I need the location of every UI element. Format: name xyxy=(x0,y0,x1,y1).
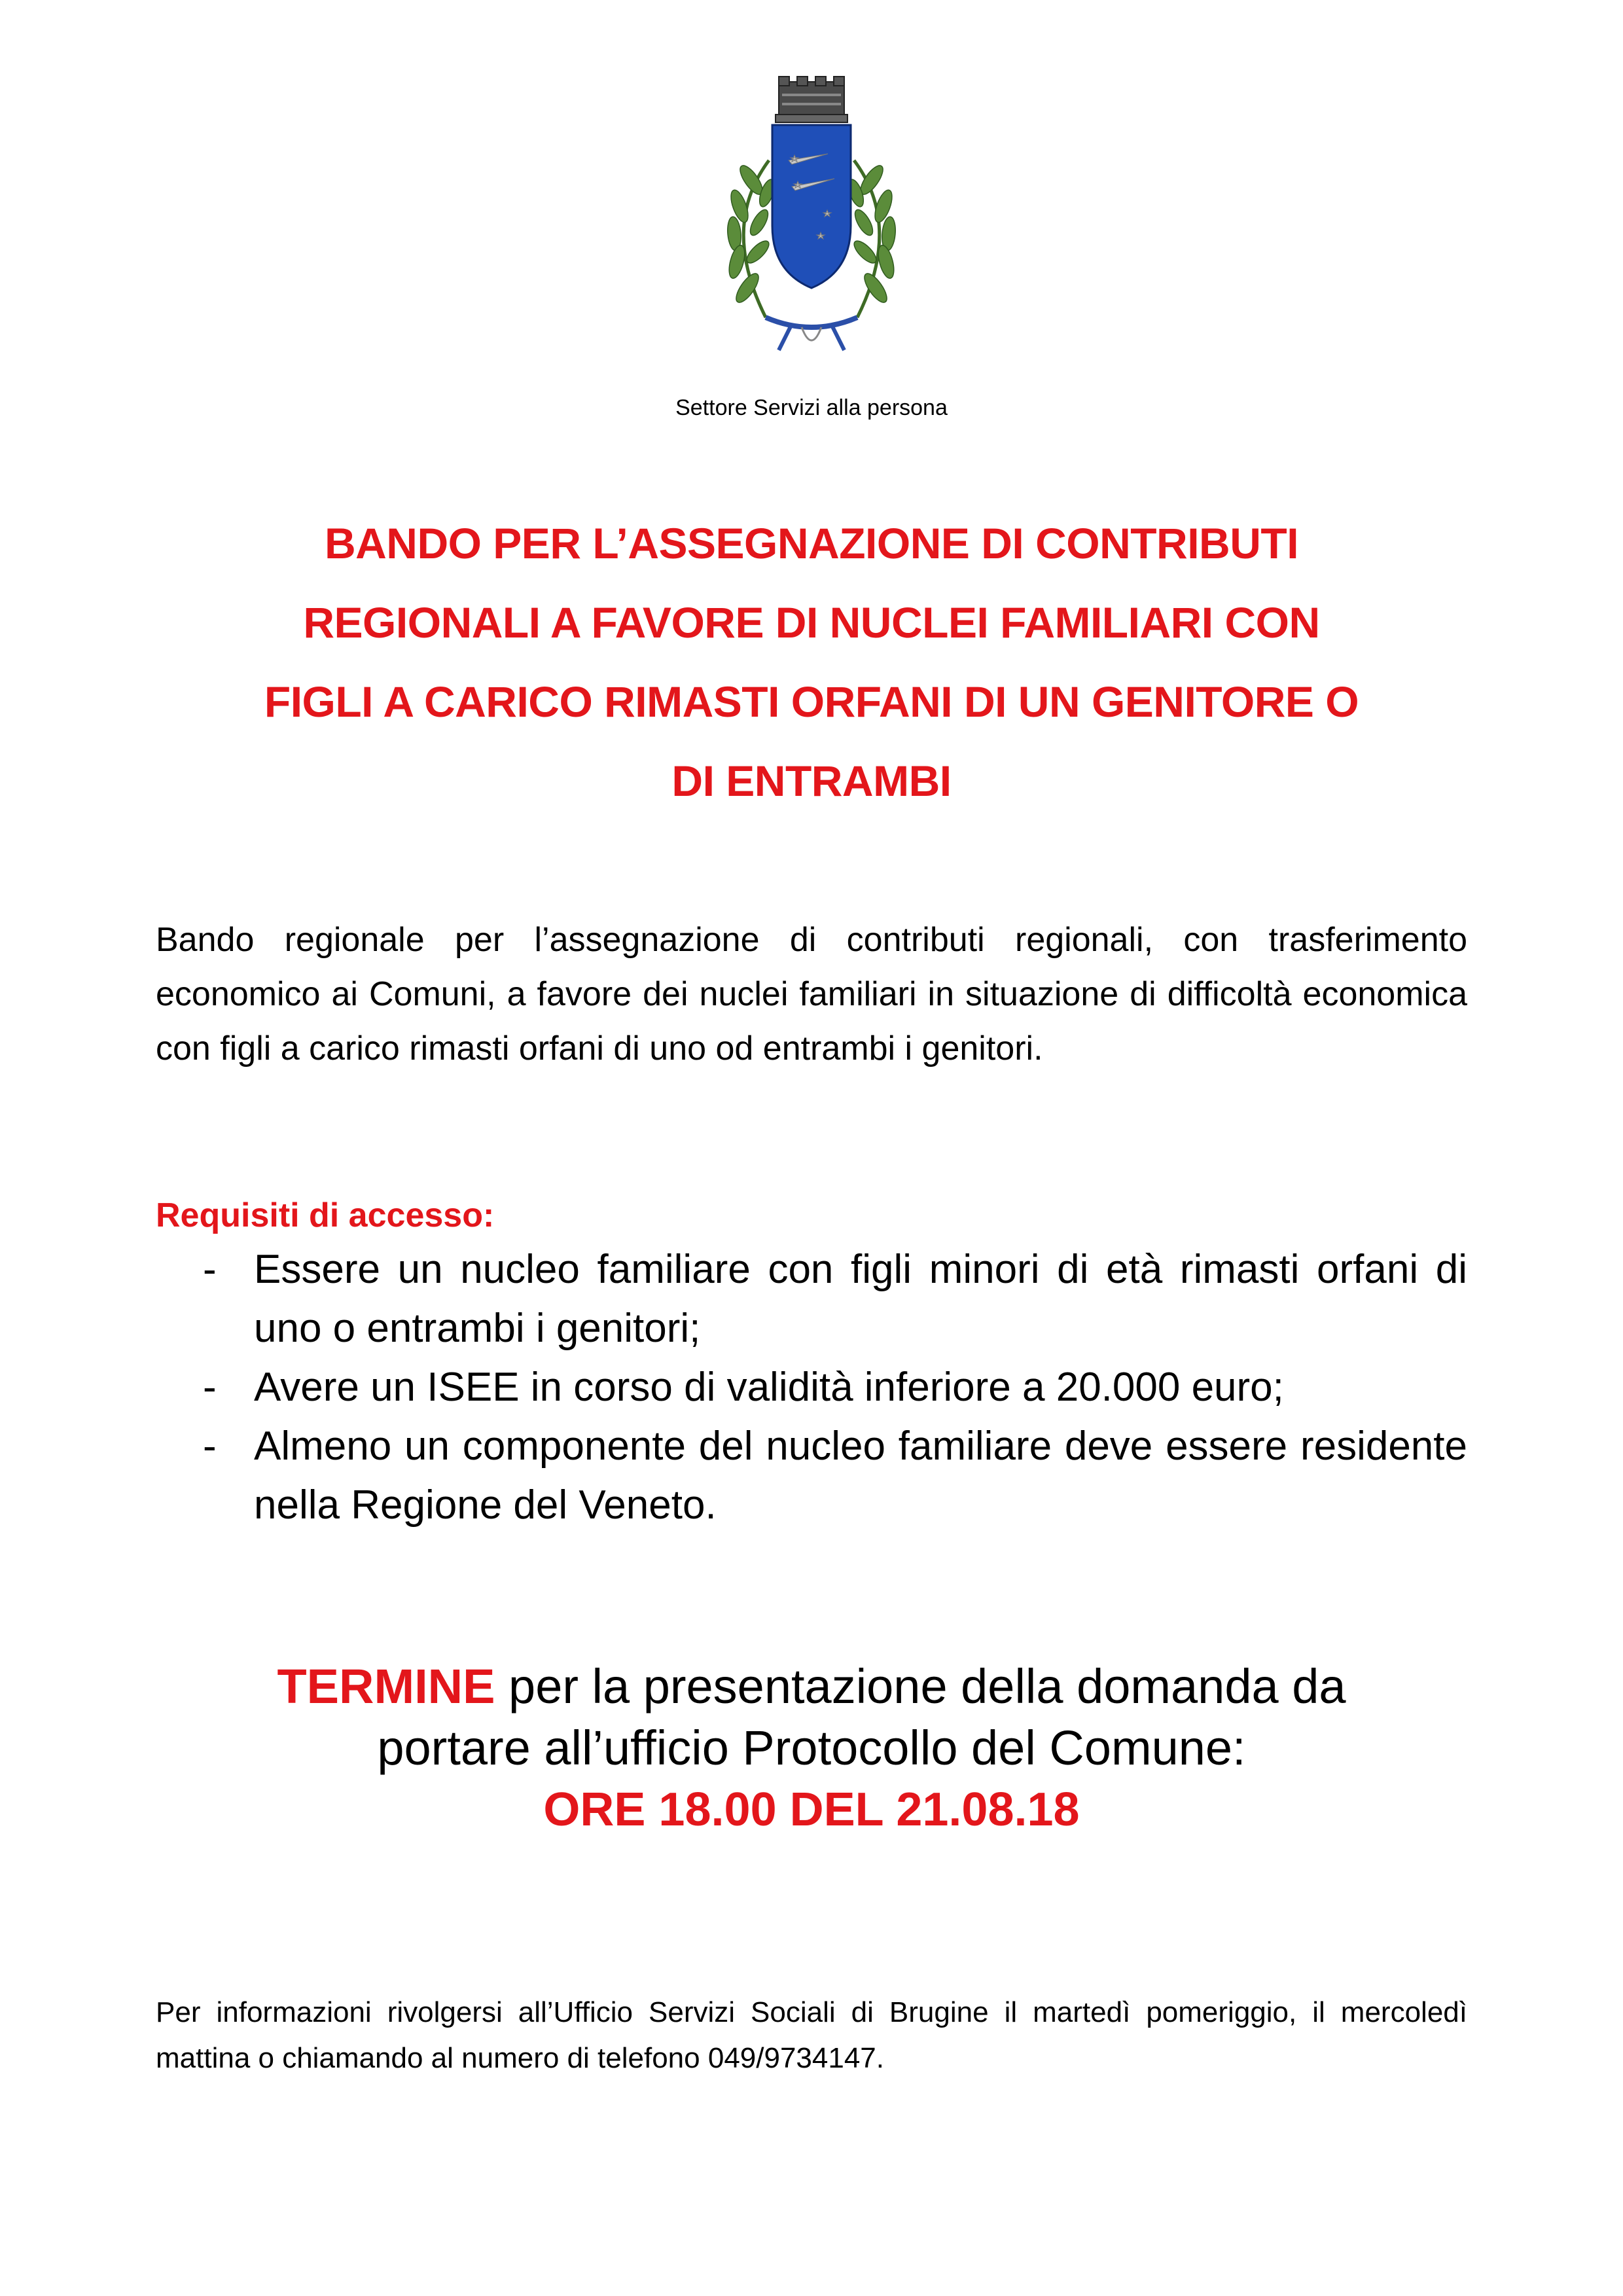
ribbon xyxy=(766,317,857,350)
bullet-dash: - xyxy=(203,1365,217,1410)
title-line: REGIONALI A FAVORE DI NUCLEI FAMILIARI CON xyxy=(303,598,1320,647)
shield xyxy=(772,125,851,288)
requirement-text: Avere un ISEE in corso di validità inferiore a 20.000 euro; xyxy=(254,1365,1284,1410)
list-item xyxy=(156,1240,1467,1358)
title-line: DI ENTRAMBI xyxy=(671,757,952,805)
list-item xyxy=(156,1358,1467,1417)
title-line: BANDO PER L’ASSEGNAZIONE DI CONTRIBUTI xyxy=(324,519,1299,567)
deadline-block xyxy=(131,1656,1492,1840)
notice-title xyxy=(151,504,1472,821)
bullet-dash: - xyxy=(203,1424,217,1469)
title-line: FIGLI A CARICO RIMASTI ORFANI DI UN GENITORE O xyxy=(264,677,1359,726)
requirements-list xyxy=(156,1240,1467,1535)
sector-label: Settore Servizi alla persona xyxy=(675,395,948,420)
bullet-dash: - xyxy=(203,1247,217,1292)
deadline-line-1 xyxy=(131,1656,1492,1717)
deadline-line-2: portare all’ufficio Protocollo del Comune: xyxy=(377,1721,1246,1775)
crown-icon xyxy=(776,77,847,122)
municipal-coat-of-arms xyxy=(694,62,929,370)
requirement-text: Essere un nucleo familiare con figli minori di età rimasti orfani di uno o entrambi i genitori; xyxy=(254,1247,1467,1351)
intro-paragraph: Bando regionale per l’assegnazione di contributi regionali, con trasferimento economico ai Comuni, a favore dei nuclei familiari in situazione di difficoltà economica con figli a carico rimasti orfani di uno od entrambi i genitori. xyxy=(156,921,1467,1067)
requirements-heading: Requisiti di accesso: xyxy=(156,1196,495,1234)
deadline-date: ORE 18.00 DEL 21.08.18 xyxy=(543,1784,1080,1836)
deadline-text: per la presentazione della domanda da xyxy=(495,1659,1346,1713)
deadline-keyword: TERMINE xyxy=(277,1659,495,1713)
requirement-text: Almeno un componente del nucleo familiare deve essere residente nella Regione del Veneto. xyxy=(254,1424,1467,1528)
list-item xyxy=(156,1417,1467,1535)
contact-info: Per informazioni rivolgersi all’Ufficio Servizi Sociali di Brugine il martedì pomeriggio, il mercoledì mattina o chiamando al numero di telefono 049/9734147. xyxy=(156,1996,1467,2074)
